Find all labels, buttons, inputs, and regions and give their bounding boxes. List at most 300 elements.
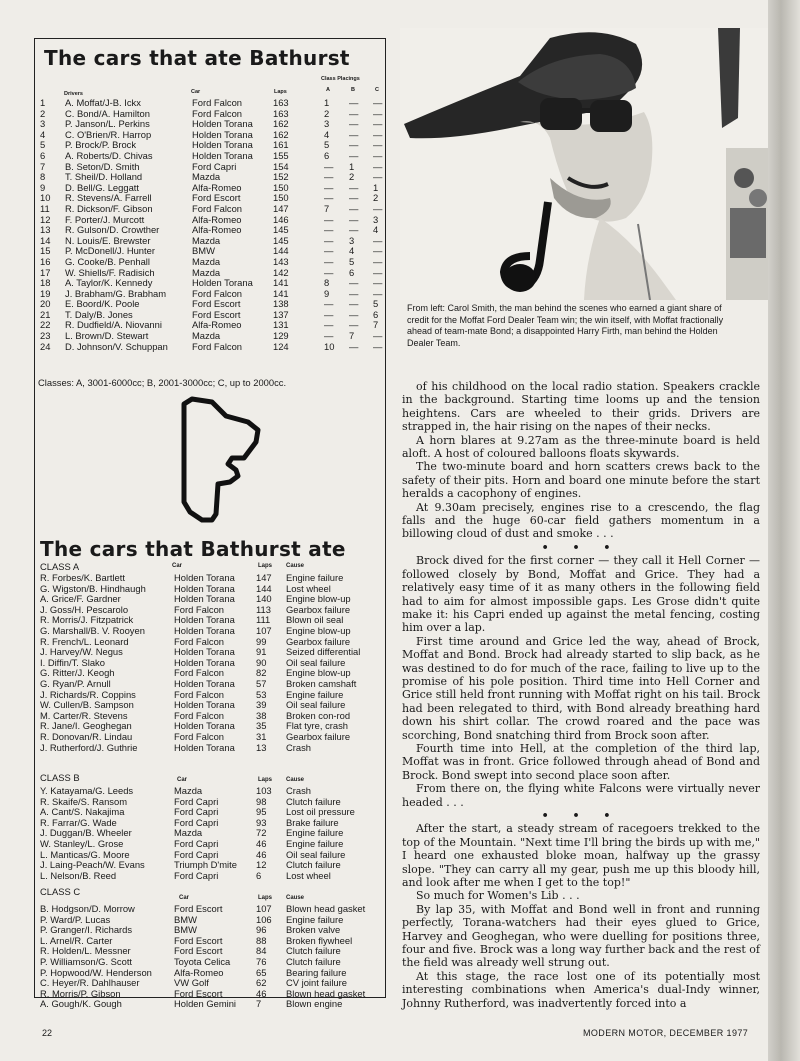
finisher-laps: 138: [273, 298, 289, 310]
class-c-cause-header: Cause: [286, 895, 305, 901]
retirement-drivers: J. Harvey/W. Negus: [40, 646, 123, 658]
finisher-car: Alfa-Romeo: [192, 181, 242, 193]
finisher-row: [36, 151, 386, 162]
retirement-car: Ford Falcon: [174, 635, 225, 647]
finisher-position: 6: [40, 149, 46, 161]
retirement-drivers: L. Manticas/G. Moore: [40, 848, 130, 860]
retirement-car: Mazda: [174, 827, 203, 839]
finisher-class-c-place: —: [373, 234, 383, 246]
retirement-cause: Broken camshaft: [286, 677, 357, 689]
finisher-class-b-place: —: [349, 224, 359, 236]
finisher-class-c-place: —: [373, 171, 383, 183]
finisher-car: Ford Escort: [192, 308, 241, 320]
finisher-car: Mazda: [192, 234, 221, 246]
retirement-car: Ford Falcon: [174, 730, 225, 742]
finisher-position: 21: [40, 308, 51, 320]
finisher-car: Holden Torana: [192, 128, 253, 140]
finisher-class-b-place: —: [349, 340, 359, 352]
finisher-laps: 152: [273, 171, 289, 183]
finisher-laps: 161: [273, 139, 289, 151]
finisher-class-c-place: —: [373, 277, 383, 289]
retirement-drivers: G. Ryan/P. Arnull: [40, 677, 111, 689]
finisher-class-a-place: 8: [324, 277, 330, 289]
retirement-cause: Engine failure: [286, 837, 344, 849]
retirement-cause: Clutch failure: [286, 945, 341, 957]
finisher-car: Mazda: [192, 266, 221, 278]
article-paragraph: At this stage, the race lost one of its potentially most interesting combinations when America's dual-Indy winner, Johnny Rutherford, was inadvertently forced into a: [402, 969, 760, 1010]
finisher-car: Holden Torana: [192, 149, 253, 161]
finisher-class-a-place: —: [324, 330, 334, 342]
article-body: [402, 380, 760, 1010]
retirement-car: Ford Falcon: [174, 603, 225, 615]
retirement-car: Ford Falcon: [174, 709, 225, 721]
retirement-drivers: P. Ward/P. Lucas: [40, 913, 111, 925]
laps-header: Laps: [274, 89, 287, 95]
retirement-cause: Brake failure: [286, 816, 339, 828]
retirement-laps: 96: [256, 924, 267, 936]
finisher-row: [36, 98, 386, 109]
finisher-class-b-place: 5: [349, 255, 355, 267]
class-b-header: B: [351, 87, 355, 93]
finisher-class-a-place: —: [324, 171, 334, 183]
finisher-class-b-place: —: [349, 213, 359, 225]
retirement-car: Triumph D'mite: [174, 859, 237, 871]
retirement-car: Holden Torana: [174, 646, 235, 658]
finisher-laps: 142: [273, 266, 289, 278]
finisher-class-a-place: —: [324, 266, 334, 278]
finisher-position: 15: [40, 245, 51, 257]
finisher-laps: 131: [273, 319, 289, 331]
finisher-class-a-place: —: [324, 298, 334, 310]
retirement-cause: Gearbox failure: [286, 730, 351, 742]
retirement-laps: 53: [256, 688, 267, 700]
finisher-class-b-place: —: [349, 319, 359, 331]
retirement-row: [40, 732, 385, 743]
retirement-drivers: A. Cant/S. Nakajima: [40, 806, 125, 818]
class-b-label: CLASS B: [40, 772, 80, 783]
retirement-laps: 46: [256, 837, 267, 849]
finisher-class-a-place: 10: [324, 340, 335, 352]
retirement-cause: Engine failure: [286, 913, 344, 925]
retirement-row: [40, 839, 385, 850]
retirement-cause: Clutch failure: [286, 955, 341, 967]
retirement-car: BMW: [174, 924, 197, 936]
finisher-class-c-place: 5: [373, 298, 379, 310]
retirement-cause: Crash: [286, 741, 312, 753]
retirement-cause: Oil seal failure: [286, 656, 346, 668]
retirement-car: Toyota Celica: [174, 955, 231, 967]
retirement-laps: 106: [256, 913, 272, 925]
section-break: • • •: [541, 809, 621, 822]
retirement-cause: Lost oil pressure: [286, 806, 355, 818]
retirement-drivers: G. Ritter/J. Keogh: [40, 667, 115, 679]
article-paragraph: Fourth time into Hell, at the completion of the third lap, Moffat was in front. Grice followed through ahead of Bond and Brock. Bond swept into second place soon after.: [402, 741, 760, 782]
finisher-row: [36, 204, 386, 215]
retirement-drivers: R. Forbes/K. Bartlett: [40, 572, 125, 583]
retirement-car: Holden Torana: [174, 656, 235, 668]
retirement-car: Holden Gemini: [174, 998, 237, 1010]
retirement-laps: 107: [256, 903, 272, 914]
retirement-row: [40, 999, 385, 1010]
finisher-drivers: G. Cooke/B. Penhall: [65, 255, 150, 267]
retirement-car: Holden Torana: [174, 593, 235, 605]
class-placings-header: Class Placings: [321, 76, 360, 82]
finisher-row: [36, 342, 386, 353]
finisher-class-b-place: 4: [349, 245, 355, 257]
finisher-class-a-place: —: [324, 160, 334, 172]
finisher-drivers: J. Brabham/G. Brabham: [65, 287, 167, 299]
finisher-position: 19: [40, 287, 51, 299]
finisher-drivers: E. Boord/K. Poole: [65, 298, 140, 310]
finisher-position: 3: [40, 118, 46, 130]
drivers-header: Drivers: [64, 91, 83, 97]
retirement-laps: 57: [256, 677, 267, 689]
retirement-car: Holden Torana: [174, 582, 235, 594]
classes-note: Classes: A, 3001-6000cc; B, 2001-3000cc; C, up to 2000cc.: [38, 377, 287, 388]
retirement-car: BMW: [174, 913, 197, 925]
finisher-class-c-place: 1: [373, 181, 379, 193]
class-a-laps-header: Laps: [258, 563, 273, 569]
finisher-class-a-place: 2: [324, 107, 330, 119]
retirement-drivers: G. Marshall/B. V. Rooyen: [40, 624, 145, 636]
finisher-drivers: A. Roberts/D. Chivas: [65, 149, 153, 161]
retirement-car: Ford Capri: [174, 795, 219, 807]
finisher-laps: 146: [273, 213, 289, 225]
finisher-drivers: P. Brock/P. Brock: [65, 139, 137, 151]
article-paragraph: After the start, a steady stream of racegoers trekked to the top of the Mountain. "Next time I'll bring the birds up with me," I heard one exhausted bloke moan, halfway up the grassy slope. "They can carry all my gear, push me up this bloody hill, and look after me when I get to the top!": [402, 822, 760, 890]
finisher-class-b-place: —: [349, 202, 359, 214]
finisher-drivers: T. Sheil/D. Holland: [65, 171, 143, 183]
retirement-cause: Seized differential: [286, 646, 361, 658]
retirement-row: [40, 573, 385, 584]
retirement-drivers: M. Carter/R. Stevens: [40, 709, 128, 721]
finisher-laps: 162: [273, 128, 289, 140]
retirement-drivers: J. Laing-Peach/W. Evans: [40, 859, 145, 871]
retirement-car: Holden Torana: [174, 677, 235, 689]
retirement-drivers: A. Gough/K. Gough: [40, 998, 122, 1010]
finisher-car: BMW: [192, 245, 215, 257]
finisher-class-c-place: 7: [373, 319, 379, 331]
retirement-drivers: Y. Katayama/G. Leeds: [40, 785, 134, 796]
retirement-drivers: W. Cullen/B. Sampson: [40, 699, 134, 711]
finisher-drivers: L. Brown/D. Stewart: [65, 330, 149, 342]
retirement-cause: Engine failure: [286, 688, 344, 700]
finisher-car: Holden Torana: [192, 139, 253, 151]
finisher-class-b-place: —: [349, 118, 359, 130]
article-paragraph: From there on, the flying white Falcons were virtually never headed . . .: [402, 782, 760, 809]
finisher-class-a-place: 6: [324, 149, 330, 161]
retirement-drivers: R. Farrar/G. Wade: [40, 816, 117, 828]
finisher-class-c-place: —: [373, 245, 383, 257]
retirement-laps: 144: [256, 582, 272, 594]
retirement-cause: Engine blow-up: [286, 593, 351, 605]
retirement-drivers: J. Rutherford/J. Guthrie: [40, 741, 138, 753]
finisher-class-a-place: —: [324, 308, 334, 320]
finisher-class-c-place: —: [373, 107, 383, 119]
finisher-class-a-place: 3: [324, 118, 330, 130]
retirement-drivers: J. Goss/H. Pescarolo: [40, 603, 129, 615]
retirement-drivers: R. Skaife/S. Ransom: [40, 795, 128, 807]
finishers-table: [36, 98, 386, 352]
finisher-position: 8: [40, 171, 46, 183]
class-a-retirements: [40, 573, 385, 753]
retirement-drivers: B. Hodgson/D. Morrow: [40, 903, 135, 914]
finisher-laps: 141: [273, 287, 289, 299]
retirement-drivers: G. Wigston/B. Hindhaugh: [40, 582, 146, 594]
retirement-car: Ford Capri: [174, 806, 219, 818]
finisher-class-c-place: —: [373, 118, 383, 130]
finisher-drivers: N. Louis/E. Brewster: [65, 234, 151, 246]
class-c-laps-header: Laps: [258, 895, 273, 901]
finisher-car: Alfa-Romeo: [192, 224, 242, 236]
mount-panorama-track-map: [178, 396, 262, 524]
finisher-car: Ford Falcon: [192, 340, 243, 352]
finisher-laps: 154: [273, 160, 289, 172]
retirement-laps: 103: [256, 785, 272, 796]
retirement-cause: Broken valve: [286, 924, 341, 936]
retirement-row: [40, 957, 385, 968]
article-paragraph: of his childhood on the local radio station. Speakers crackle in the background. Starting time looms up and the tension heightens. Cars are wheeled to their grids. Drivers are strapped in, the hair rising on the napes of their necks.: [402, 380, 760, 434]
finisher-car: Mazda: [192, 330, 221, 342]
retirement-cause: Bearing failure: [286, 966, 347, 978]
finisher-class-b-place: —: [349, 139, 359, 151]
retirement-car: Holden Torana: [174, 572, 235, 583]
finisher-class-a-place: 5: [324, 139, 330, 151]
finisher-class-c-place: —: [373, 97, 383, 108]
finisher-drivers: R. Gulson/D. Crowther: [65, 224, 160, 236]
finisher-class-c-place: —: [373, 340, 383, 352]
finisher-position: 22: [40, 319, 51, 331]
finisher-car: Holden Torana: [192, 277, 253, 289]
retirement-cause: Blown head gasket: [286, 987, 366, 999]
class-b-retirements: [40, 786, 385, 881]
finisher-car: Alfa-Romeo: [192, 213, 242, 225]
retirement-laps: 91: [256, 646, 267, 658]
finisher-car: Ford Falcon: [192, 287, 243, 299]
finisher-class-b-place: —: [349, 308, 359, 320]
finisher-drivers: P. McDonell/J. Hunter: [65, 245, 155, 257]
retirement-car: Mazda: [174, 785, 203, 796]
retirement-drivers: W. Stanley/L. Grose: [40, 837, 124, 849]
retirement-laps: 38: [256, 709, 267, 721]
finishers-title: The cars that ate Bathurst: [44, 46, 350, 70]
finisher-position: 11: [40, 202, 50, 214]
retirement-car: Ford Escort: [174, 903, 223, 914]
finisher-row: [36, 257, 386, 268]
retirement-car: Holden Torana: [174, 741, 235, 753]
retirement-cause: Engine failure: [286, 827, 344, 839]
retirement-drivers: J. Richards/R. Coppins: [40, 688, 136, 700]
retirement-car: Ford Capri: [174, 848, 219, 860]
retirement-laps: 113: [256, 603, 271, 615]
finisher-class-c-place: —: [373, 128, 383, 140]
retirement-cause: Lost wheel: [286, 582, 331, 594]
retirement-cause: Flat tyre, crash: [286, 720, 348, 732]
retirement-cause: Engine failure: [286, 572, 344, 583]
retirement-drivers: A. Grice/F. Gardner: [40, 593, 121, 605]
retirement-car: Ford Falcon: [174, 667, 225, 679]
retirement-laps: 13: [256, 741, 267, 753]
finisher-class-a-place: 4: [324, 128, 330, 140]
finisher-drivers: T. Daly/B. Jones: [65, 308, 133, 320]
finisher-laps: 145: [273, 224, 289, 236]
retirement-laps: 99: [256, 635, 267, 647]
retirement-cause: Lost wheel: [286, 869, 331, 881]
class-a-cause-header: Cause: [286, 563, 305, 569]
finisher-class-c-place: 4: [373, 224, 379, 236]
retirement-drivers: R. French/L. Leonard: [40, 635, 129, 647]
photo-caption: From left: Carol Smith, the man behind the scenes who earned a giant share of credit for the Moffat Ford Dealer Team win; the win itself, with Moffat fractionally ahead of team-mate Bond; a disappointed Harry Firth, man behind the Holden Dealer Team.: [407, 303, 724, 348]
finisher-laps: 124: [273, 340, 289, 352]
class-c-retirements: [40, 904, 385, 1010]
finisher-car: Holden Torana: [192, 118, 253, 130]
finisher-car: Ford Escort: [192, 192, 241, 204]
finisher-class-a-place: —: [324, 255, 334, 267]
finisher-laps: 141: [273, 277, 289, 289]
finisher-class-b-place: —: [349, 149, 359, 161]
finisher-position: 5: [40, 139, 46, 151]
finisher-class-b-place: —: [349, 192, 359, 204]
carol-smith-photo: [400, 28, 768, 300]
finisher-class-c-place: —: [373, 255, 383, 267]
retirement-laps: 107: [256, 624, 272, 636]
retirement-car: Ford Capri: [174, 869, 219, 881]
retirement-row: [40, 679, 385, 690]
article-paragraph: By lap 35, with Moffat and Bond well in front and running perfectly, Torana-watchers had their eyes glued to Grice, Harvey and Geoghegan, who were duelling for positions three, four and five. Brock was a long way further back and the rest of the field was already well strung out.: [402, 902, 760, 970]
retirement-cause: Oil seal failure: [286, 848, 346, 860]
finisher-drivers: C. Bond/A. Hamilton: [65, 107, 150, 119]
finisher-class-c-place: —: [373, 287, 383, 299]
finisher-laps: 144: [273, 245, 289, 257]
facing-page-edge: [768, 0, 800, 1061]
retirement-cause: Engine blow-up: [286, 667, 351, 679]
retirement-drivers: J. Duggan/B. Wheeler: [40, 827, 132, 839]
finisher-class-a-place: 9: [324, 287, 330, 299]
finisher-class-b-place: —: [349, 277, 359, 289]
retirement-cause: Blown engine: [286, 998, 343, 1010]
finisher-position: 24: [40, 340, 51, 352]
retirement-car: VW Golf: [174, 977, 209, 989]
retirement-drivers: R. Morris/J. Fitzpatrick: [40, 614, 134, 626]
finisher-class-b-place: —: [349, 287, 359, 299]
section-break: • • •: [541, 540, 621, 554]
finisher-class-b-place: 3: [349, 234, 355, 246]
retirement-row: [40, 904, 385, 915]
retirement-row: [40, 786, 385, 797]
class-b-cause-header: Cause: [286, 777, 305, 783]
finisher-position: 18: [40, 277, 51, 289]
finisher-position: 12: [40, 213, 51, 225]
finisher-car: Ford Falcon: [192, 107, 243, 119]
finisher-laps: 155: [273, 149, 289, 161]
retirement-car: Ford Escort: [174, 945, 223, 957]
retirement-laps: 90: [256, 656, 267, 668]
retirement-laps: 93: [256, 816, 267, 828]
retirement-drivers: C. Heyer/R. Dahlhauser: [40, 977, 140, 989]
finisher-class-c-place: 6: [373, 308, 379, 320]
finisher-car: Ford Escort: [192, 298, 241, 310]
retirement-cause: CV joint failure: [286, 977, 347, 989]
class-c-car-header: Car: [179, 895, 190, 901]
finisher-position: 20: [40, 298, 51, 310]
finisher-class-b-place: —: [349, 298, 359, 310]
finisher-laps: 129: [273, 330, 289, 342]
retirement-drivers: R. Jane/I. Geoghegan: [40, 720, 132, 732]
retirement-drivers: I. Diffin/T. Slako: [40, 656, 105, 668]
retirement-cause: Broken flywheel: [286, 934, 353, 946]
article-paragraph: At 9.30am precisely, engines rise to a crescendo, the flag falls and the huge 60-car field gathers momentum in a billowing cloud of dust and smoke . . .: [402, 500, 760, 541]
retirement-laps: 39: [256, 699, 267, 711]
finisher-class-b-place: —: [349, 128, 359, 140]
finisher-drivers: B. Seton/D. Smith: [65, 160, 140, 172]
retirement-drivers: P. Granger/I. Richards: [40, 924, 133, 936]
retirement-laps: 82: [256, 667, 267, 679]
retirement-row: [40, 626, 385, 637]
retirement-car: Ford Escort: [174, 934, 223, 946]
finisher-class-a-place: —: [324, 192, 334, 204]
article-paragraph: First time around and Grice led the way, ahead of Brock, Moffat and Bond. Brock had already started to slip back, as he was destined to do for much of the race, failing to live up to the promise of his pole position. Third time into Hell Corner and Grice still held front running with Moffat right on his tail. Brock had been relegated to third, with Bond already breathing hard down his shirt collar. The crowd roared and the pace was scorching, Bond snatching third from Brock soon after.: [402, 634, 760, 742]
finisher-class-a-place: —: [324, 319, 334, 331]
retirement-laps: 111: [256, 614, 271, 626]
finisher-laps: 137: [273, 308, 289, 320]
finisher-class-c-place: —: [373, 266, 383, 278]
finisher-laps: 150: [273, 192, 289, 204]
retirement-car: Ford Capri: [174, 837, 219, 849]
retirement-car: Holden Torana: [174, 720, 235, 732]
retirement-car: Ford Escort: [174, 987, 223, 999]
finisher-class-c-place: 2: [373, 192, 379, 204]
finisher-class-a-place: —: [324, 181, 334, 193]
retirement-cause: Crash: [286, 785, 312, 796]
retirement-cause: Clutch failure: [286, 795, 341, 807]
class-a-label: CLASS A: [40, 561, 80, 572]
class-a-car-header: Car: [172, 563, 183, 569]
retirement-laps: 46: [256, 848, 267, 860]
finisher-position: 4: [40, 128, 46, 140]
retirement-cause: Gearbox failure: [286, 635, 351, 647]
finisher-class-b-place: 7: [349, 330, 355, 342]
finisher-class-a-place: —: [324, 213, 334, 225]
retirement-cause: Blown head gasket: [286, 903, 366, 914]
finisher-drivers: F. Porter/J. Murcott: [65, 213, 145, 225]
retirement-drivers: P. Williamson/G. Scott: [40, 955, 133, 967]
finisher-class-c-place: —: [373, 139, 383, 151]
retirement-laps: 46: [256, 987, 267, 999]
retirement-laps: 147: [256, 572, 272, 583]
article-paragraph: Brock dived for the first corner — they call it Hell Corner — followed closely by Bond, Moffat and Grice. They had a relatively easy time of it as many others in the following field had to aim for almost impossible gaps. Les Grose didn't quite make it: his Capri ended up against the metal fencing, costing him over a lap.: [402, 554, 760, 635]
article-paragraph: The two-minute board and horn scatters crews back to the safety of their pits. Horn and board one minute before the start heralds a cacophony of engines.: [402, 460, 760, 501]
finisher-position: 2: [40, 107, 46, 119]
finisher-car: Ford Capri: [192, 160, 237, 172]
retirement-cause: Clutch failure: [286, 859, 341, 871]
retirement-car: Alfa-Romeo: [174, 966, 224, 978]
finisher-class-a-place: —: [324, 234, 334, 246]
finisher-position: 17: [40, 266, 51, 278]
article-paragraph: A horn blares at 9.27am as the three-minute board is held aloft. A host of coloured balloons floats skywards.: [402, 433, 760, 461]
retirement-drivers: L. Arnel/R. Carter: [40, 934, 113, 946]
retirement-cause: Oil seal failure: [286, 699, 346, 711]
finisher-laps: 145: [273, 234, 289, 246]
retirement-laps: 7: [256, 998, 262, 1010]
finisher-drivers: C. O'Brien/R. Harrop: [65, 128, 152, 140]
retirement-car: Holden Torana: [174, 614, 235, 626]
finisher-class-a-place: —: [324, 224, 334, 236]
finisher-class-c-place: —: [373, 330, 383, 342]
retirement-drivers: L. Nelson/B. Reed: [40, 869, 117, 881]
magazine-footer: MODERN MOTOR, DECEMBER 1977: [583, 1028, 749, 1038]
retirement-cause: Blown oil seal: [286, 614, 344, 626]
retirement-car: Holden Torana: [174, 699, 235, 711]
